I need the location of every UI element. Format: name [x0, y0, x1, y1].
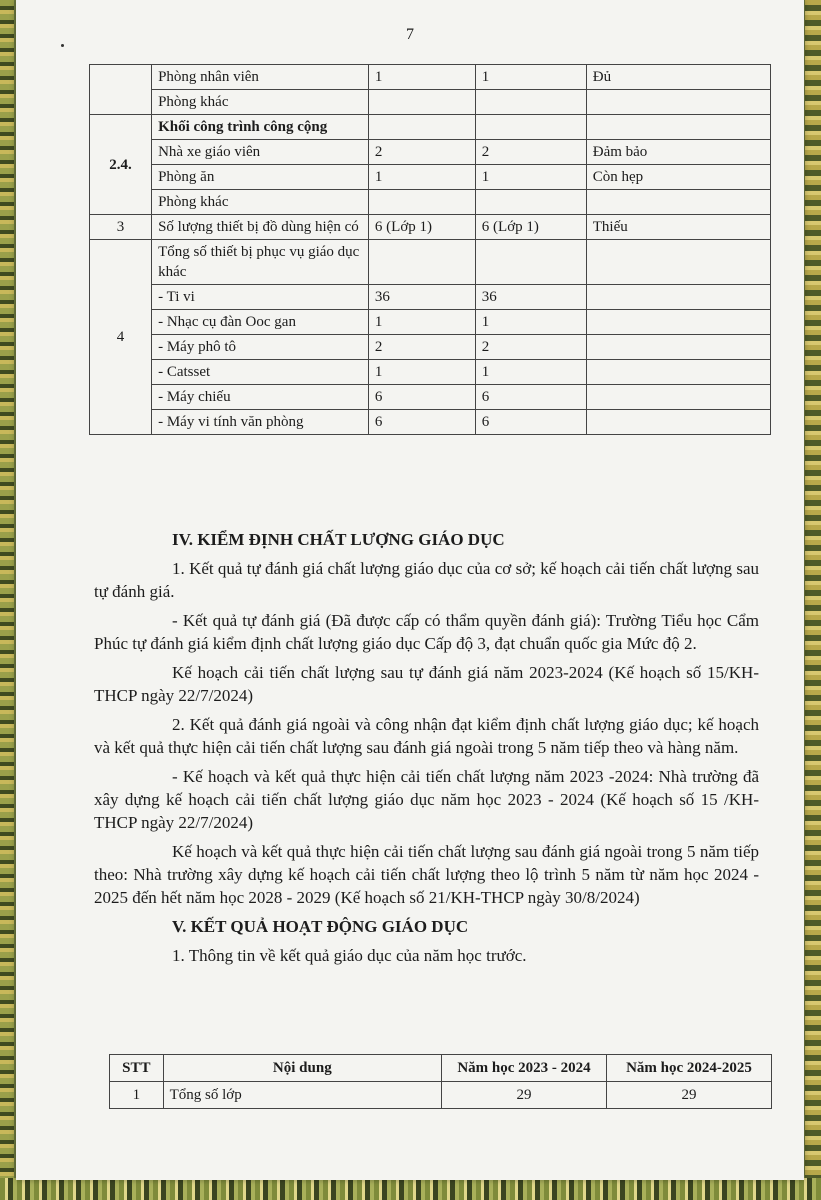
value-cell: 1 — [368, 360, 475, 385]
value-cell: 6 — [475, 410, 586, 435]
stt-cell: 2.4. — [90, 115, 152, 215]
document-page — [16, 0, 804, 1180]
content-cell: Phòng nhân viên — [152, 65, 369, 90]
table-row — [90, 385, 771, 410]
note-cell — [586, 335, 770, 360]
content-cell: - Catsset — [152, 360, 369, 385]
value-cell — [475, 240, 586, 285]
table-row — [90, 65, 771, 90]
content-cell: Khối công trình công cộng — [152, 115, 369, 140]
note-cell — [586, 410, 770, 435]
table-cell: 29 — [606, 1082, 771, 1109]
paragraph: 1. Thông tin về kết quả giáo dục của năm học trước. — [172, 946, 527, 965]
stt-cell — [90, 65, 152, 115]
value-cell: 2 — [475, 140, 586, 165]
column-header: Nội dung — [163, 1055, 441, 1082]
value-cell — [475, 115, 586, 140]
page-number: 7 — [406, 26, 414, 43]
value-cell: 2 — [368, 140, 475, 165]
content-cell: Nhà xe giáo viên — [152, 140, 369, 165]
paragraph: Kế hoạch và kết quả thực hiện cải tiến chất lượng sau đánh giá ngoài trong 5 năm tiếp theo: Nhà trường xây dựng kế hoạch cải tiến chất lượng theo lộ trình 5 năm từ năm học 2024 - 2025 đến hết năm học 2028 - 2029 (Kế hoạch số 21/KH-THCP ngày 30/8/2024) — [94, 842, 759, 907]
note-cell — [586, 310, 770, 335]
value-cell — [368, 190, 475, 215]
table-row — [90, 240, 771, 285]
paragraph: - Kết quả tự đánh giá (Đã được cấp có thẩm quyền đánh giá): Trường Tiểu học Cẩm Phúc tự đánh giá kiểm định chất lượng giáo dục Cấp độ 3, đạt chuẩn quốc gia Mức độ 2. — [94, 611, 759, 653]
column-header: Năm học 2024-2025 — [606, 1055, 771, 1082]
note-cell: Đảm bảo — [586, 140, 770, 165]
column-header: STT — [110, 1055, 164, 1082]
table-row — [90, 190, 771, 215]
value-cell: 2 — [475, 335, 586, 360]
table-row — [90, 310, 771, 335]
background-edge-bottom — [0, 1178, 821, 1200]
value-cell: 6 (Lớp 1) — [475, 215, 586, 240]
paragraph: 1. Kết quả tự đánh giá chất lượng giáo dục của cơ sở; kế hoạch cải tiến chất lượng sau tự đánh giá. — [94, 559, 759, 601]
note-cell — [586, 360, 770, 385]
value-cell: 6 — [368, 385, 475, 410]
table-row — [90, 90, 771, 115]
value-cell: 1 — [475, 65, 586, 90]
value-cell: 1 — [475, 165, 586, 190]
table-row — [90, 335, 771, 360]
value-cell — [475, 190, 586, 215]
note-cell: Thiếu — [586, 215, 770, 240]
note-cell: Còn hẹp — [586, 165, 770, 190]
content-cell: - Máy phô tô — [152, 335, 369, 360]
value-cell: 2 — [368, 335, 475, 360]
table-cell: 1 — [110, 1082, 164, 1109]
table-row — [90, 360, 771, 385]
body-text — [94, 528, 759, 967]
value-cell: 1 — [475, 360, 586, 385]
content-cell: - Máy vi tính văn phòng — [152, 410, 369, 435]
note-cell — [586, 190, 770, 215]
value-cell — [368, 240, 475, 285]
content-cell: Tổng số thiết bị phục vụ giáo dục khác — [152, 240, 369, 285]
value-cell: 1 — [368, 310, 475, 335]
content-cell: - Nhạc cụ đàn Ooc gan — [152, 310, 369, 335]
table-row — [90, 410, 771, 435]
background-edge-right — [805, 0, 821, 1200]
table-header-row — [110, 1055, 772, 1082]
value-cell: 36 — [368, 285, 475, 310]
content-cell: - Ti vi — [152, 285, 369, 310]
note-cell: Đủ — [586, 65, 770, 90]
content-cell: Phòng ăn — [152, 165, 369, 190]
value-cell: 1 — [368, 65, 475, 90]
table-row — [90, 140, 771, 165]
table-cell: 29 — [442, 1082, 607, 1109]
content-cell: Phòng khác — [152, 190, 369, 215]
speck — [61, 44, 64, 47]
table-row — [90, 115, 771, 140]
content-cell: - Máy chiếu — [152, 385, 369, 410]
stt-cell: 4 — [90, 240, 152, 435]
value-cell: 1 — [368, 165, 475, 190]
background-edge-left — [0, 0, 14, 1200]
value-cell — [475, 90, 586, 115]
value-cell: 6 — [368, 410, 475, 435]
table-row — [90, 285, 771, 310]
value-cell: 36 — [475, 285, 586, 310]
column-header: Năm học 2023 - 2024 — [442, 1055, 607, 1082]
section-heading: V. KẾT QUẢ HOẠT ĐỘNG GIÁO DỤC — [172, 917, 469, 936]
results-table — [109, 1054, 772, 1109]
note-cell — [586, 90, 770, 115]
content-cell: Phòng khác — [152, 90, 369, 115]
value-cell: 6 (Lớp 1) — [368, 215, 475, 240]
value-cell: 1 — [475, 310, 586, 335]
table-row — [110, 1082, 772, 1109]
value-cell — [368, 115, 475, 140]
note-cell — [586, 385, 770, 410]
table-row — [90, 165, 771, 190]
paragraph: Kế hoạch cải tiến chất lượng sau tự đánh giá năm 2023-2024 (Kế hoạch số 15/KH-THCP ngày 22/7/2024) — [94, 663, 759, 705]
table-cell: Tổng số lớp — [163, 1082, 441, 1109]
section-heading: IV. KIỂM ĐỊNH CHẤT LƯỢNG GIÁO DỤC — [172, 530, 505, 549]
note-cell — [586, 240, 770, 285]
table-row — [90, 215, 771, 240]
note-cell — [586, 115, 770, 140]
value-cell: 6 — [475, 385, 586, 410]
paragraph: 2. Kết quả đánh giá ngoài và công nhận đạt kiểm định chất lượng giáo dục; kế hoạch và kết quả thực hiện cải tiến chất lượng sau đánh giá ngoài trong 5 năm tiếp theo và hàng năm. — [94, 715, 759, 757]
value-cell — [368, 90, 475, 115]
paragraph: - Kế hoạch và kết quả thực hiện cải tiến chất lượng năm 2023 -2024: Nhà trường đã xây dựng kế hoạch cải tiến chất lượng giáo dục năm học 2023 - 2024 (Kế hoạch số 15 /KH-THCP ngày 22/7/2024) — [94, 767, 759, 832]
content-cell: Số lượng thiết bị đồ dùng hiện có — [152, 215, 369, 240]
stt-cell: 3 — [90, 215, 152, 240]
note-cell — [586, 285, 770, 310]
facilities-table — [89, 64, 771, 435]
